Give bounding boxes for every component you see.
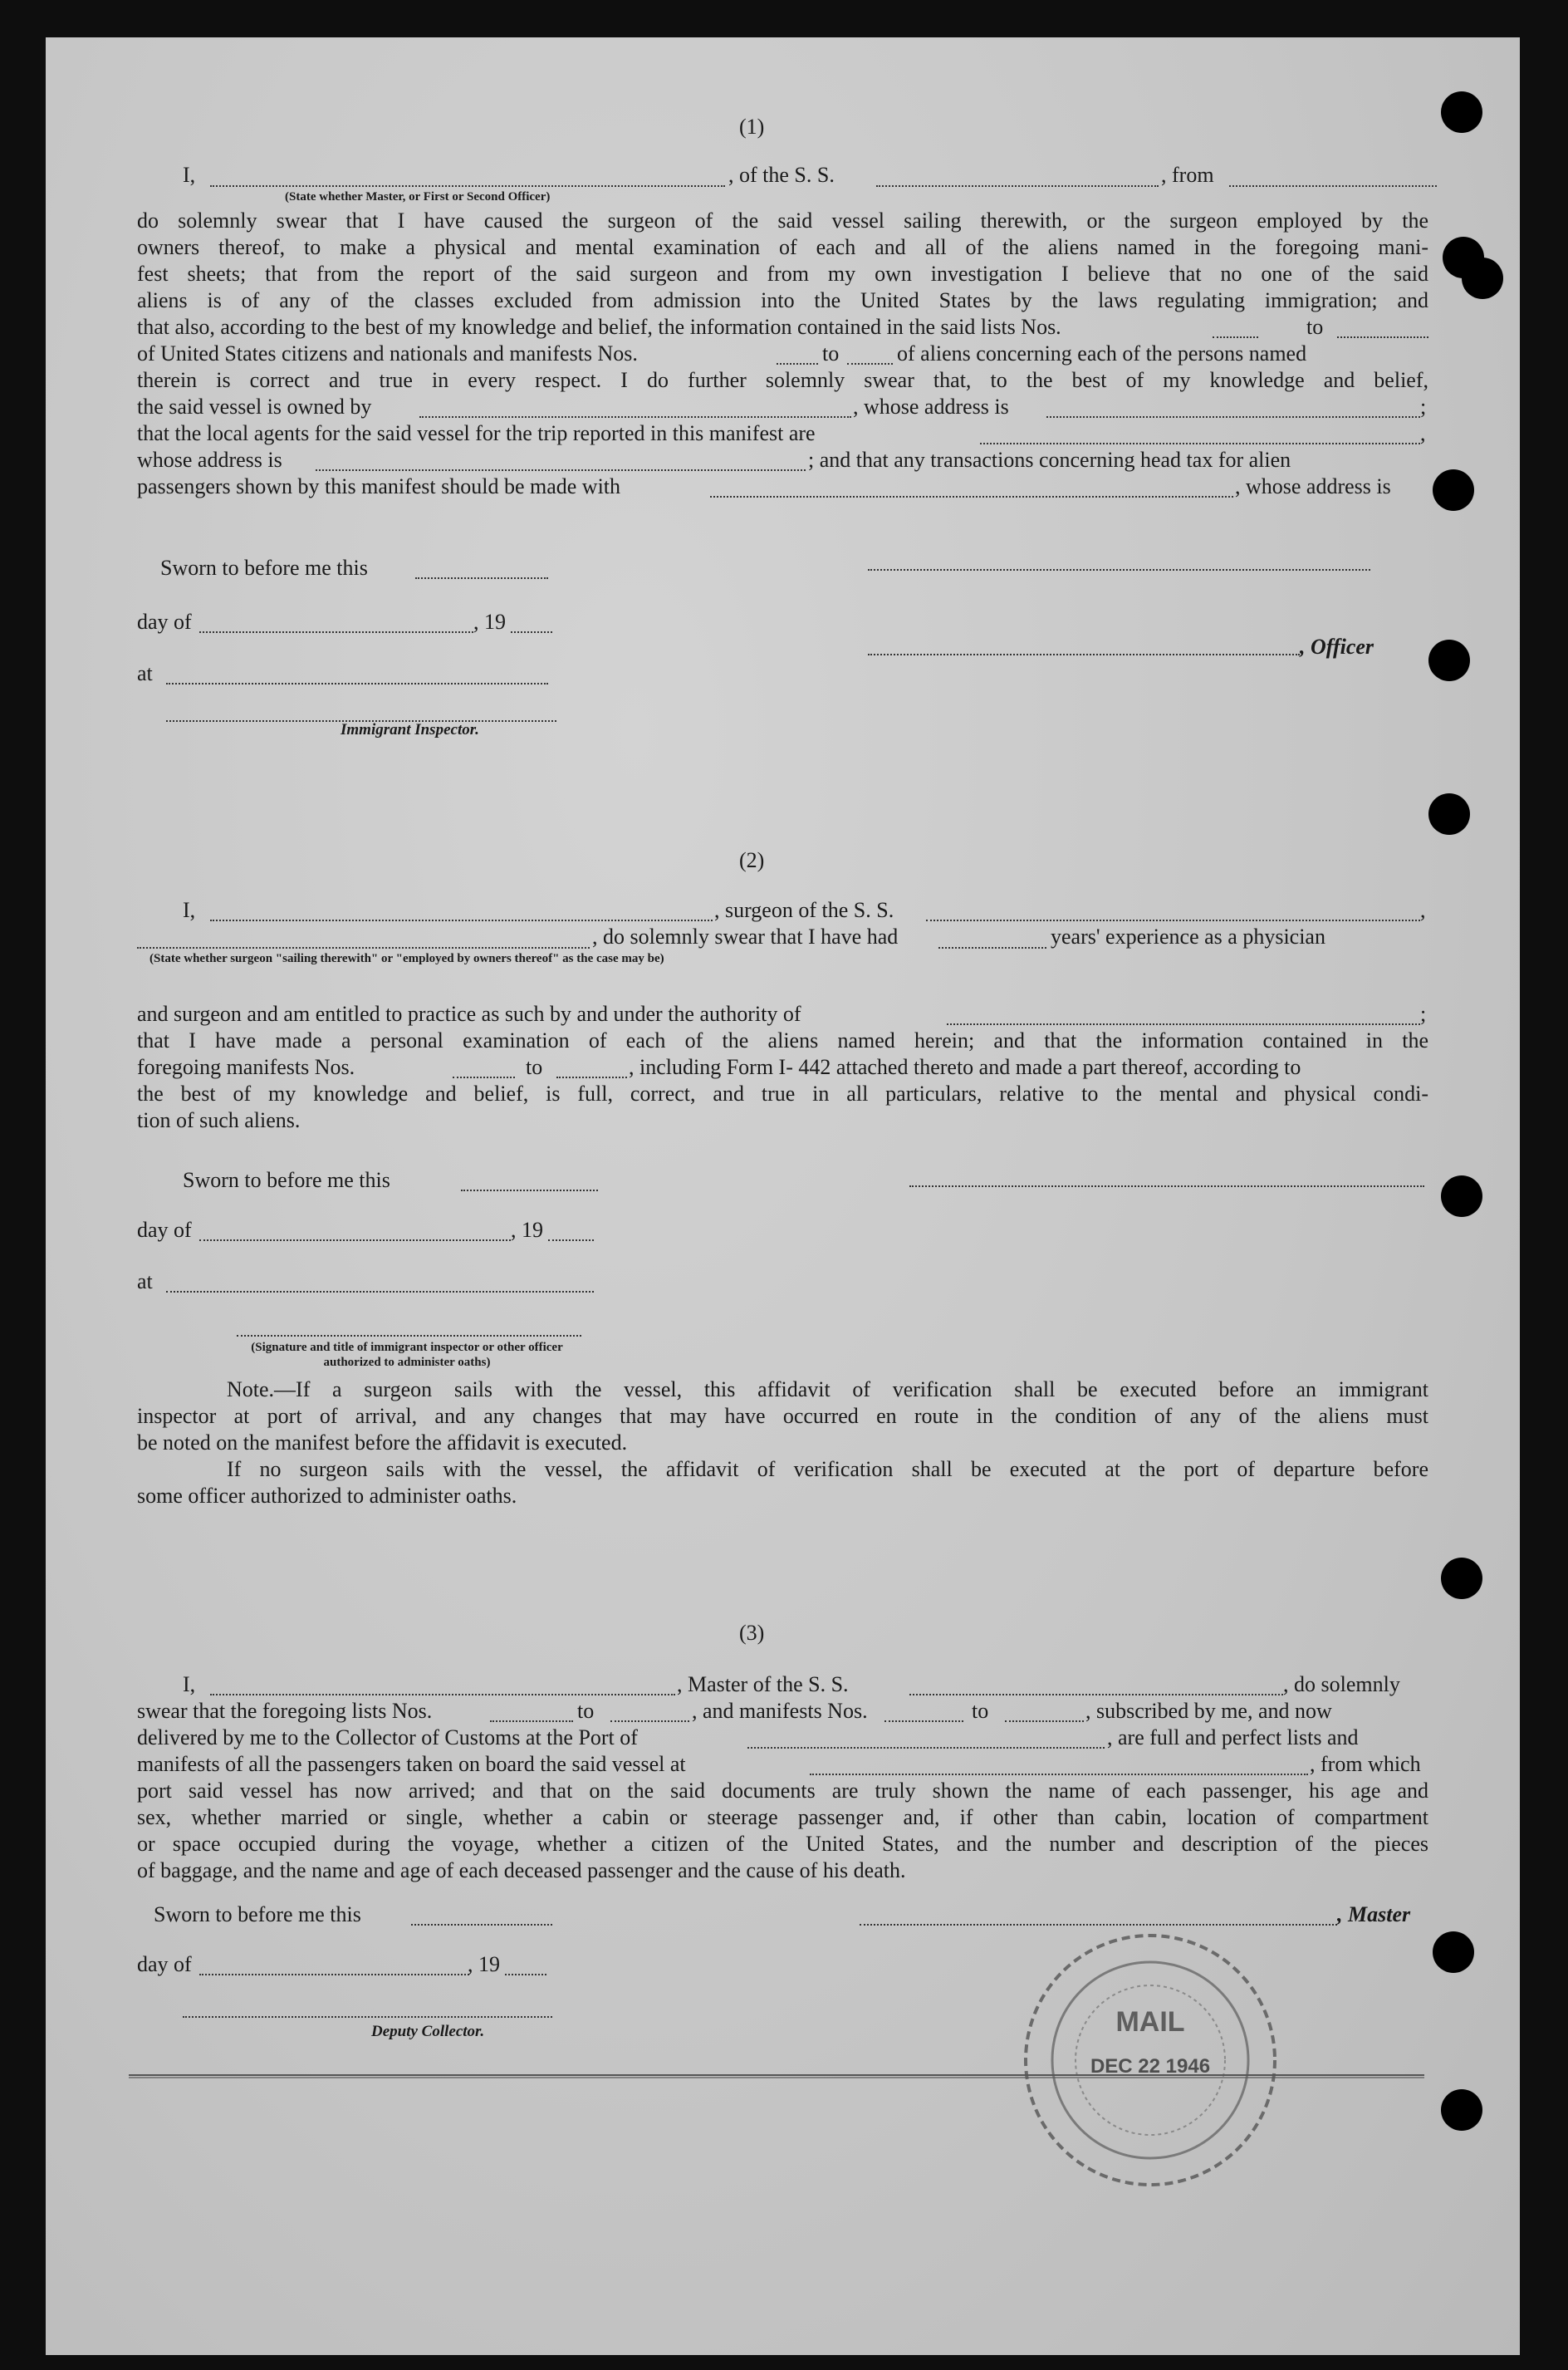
local-agents-blank [980, 443, 1420, 444]
oath-line: owners thereof, to make a physical and mental examination of each and all of the aliens named in the foregoing mani- [137, 235, 1428, 259]
at-blank [166, 683, 548, 685]
stamp-date-text: DEC 22 1946 [1090, 2055, 1211, 2078]
solemnly-label: , do solemnly swear that I have had [592, 925, 899, 949]
sworn-label: Sworn to before me this [160, 556, 368, 580]
sworn-label: Sworn to before me this [183, 1168, 390, 1192]
whose-address-label: , whose address is [1235, 474, 1391, 498]
to-label: to [526, 1055, 543, 1079]
to-label: to [577, 1699, 595, 1723]
master-line: or space occupied during the voyage, whether a citizen of the United States, and the number and description of the pieces [137, 1832, 1428, 1856]
surgeon-of-label: , surgeon of the S. S. [714, 898, 894, 922]
from-which-label: , from which [1310, 1752, 1421, 1776]
punch-hole [1441, 2089, 1482, 2131]
day-of-label: day of [137, 610, 192, 634]
authority-blank [947, 1023, 1420, 1025]
of-aliens-label: of aliens concerning each of the persons named [897, 341, 1307, 366]
deputy-signature-blank [183, 2016, 552, 2018]
head-tax-agent-blank [710, 496, 1233, 498]
signature-note [233, 1340, 581, 1370]
owned-by-label: the said vessel is owned by [137, 395, 372, 419]
year-blank [548, 1239, 594, 1241]
from-blank [1229, 185, 1437, 187]
do-solemnly-label: , do solemnly [1283, 1672, 1400, 1696]
subscribed-label: , subscribed by me, and now [1085, 1699, 1332, 1723]
agent-address-blank [316, 469, 806, 471]
master-line: of baggage, and the name and age of each deceased passenger and the cause of his death. [137, 1858, 906, 1882]
whose-address-label: , whose address is [853, 395, 1009, 419]
bottom-rule [129, 2074, 1424, 2076]
name-blank [210, 185, 725, 187]
officer-blank [868, 654, 1300, 655]
lists-from-blank [490, 1720, 573, 1722]
years-label: years' experience as a physician [1051, 925, 1325, 949]
deputy-collector-title: Deputy Collector. [371, 2023, 485, 2040]
master-label: , Master [1337, 1902, 1411, 1926]
manifests-to-blank [1005, 1720, 1084, 1722]
port-blank [747, 1747, 1105, 1749]
embark-port-blank [810, 1774, 1308, 1775]
punch-hole [1441, 1175, 1482, 1217]
manifest-page [46, 37, 1520, 2355]
day-blank [199, 1974, 469, 1975]
year-label: , 19 [468, 1952, 500, 1976]
at-blank [166, 1291, 594, 1293]
punch-hole [1433, 1931, 1474, 1973]
year-label: , 19 [473, 610, 506, 634]
oath-i: I, [183, 1672, 196, 1696]
signature-blank [868, 569, 1370, 571]
sworn-label: Sworn to before me this [154, 1902, 361, 1926]
surgeon-vessel-blank [926, 920, 1420, 921]
passengers-label: passengers shown by this manifest should be made with [137, 474, 621, 498]
officer-note: (State whether Master, or First or Second Officer) [285, 190, 551, 204]
punch-hole [1441, 91, 1482, 133]
full-perfect-label: , are full and perfect lists and [1107, 1725, 1359, 1749]
year-blank [505, 1974, 546, 1975]
sworn-blank [461, 1190, 598, 1191]
list-from-blank [1213, 336, 1258, 338]
surgeon-name-blank [210, 920, 713, 921]
semicolon: ; [1420, 395, 1427, 419]
comma: , [1420, 421, 1426, 445]
day-blank [199, 1239, 511, 1241]
surgeon-signature-blank [909, 1185, 1424, 1187]
section-number: (2) [739, 848, 765, 872]
note-line: If no surgeon sails with the vessel, the affidavit of verification shall be executed at the port of departure before [227, 1457, 1428, 1481]
foregoing-to-blank [556, 1077, 627, 1078]
list-to-blank [1337, 336, 1428, 338]
oath-line: fest sheets; that from the report of the said surgeon and from my own investigation I believe that no one of the said [137, 262, 1428, 286]
to-label: to [822, 341, 840, 366]
signature-note-text: (Signature and title of immigrant inspector or other officer authorized to administer oaths) [251, 1341, 563, 1369]
to-label: to [972, 1699, 989, 1723]
surgeon-line: that I have made a personal examination of each of the aliens named herein; and that the information contained in the [137, 1028, 1428, 1053]
sworn-blank [411, 1924, 552, 1926]
entitled-label: and surgeon and am entitled to practice as such by and under the authority of [137, 1002, 801, 1026]
including-label: , including Form I- 442 attached thereto and made a part thereof, according to [629, 1055, 1301, 1079]
stamp-mail-text: MAIL [1115, 2006, 1185, 2038]
oath-i: I, [183, 898, 196, 922]
oath-line: of United States citizens and nationals and manifests Nos. [137, 341, 638, 366]
section-number: (1) [739, 115, 765, 139]
whose-address-label: whose address is [137, 448, 282, 472]
year-blank [511, 631, 552, 633]
oath-i: I, [183, 163, 196, 187]
manifests-all-label: manifests of all the passengers taken on board the said vessel at [137, 1752, 686, 1776]
surgeon-note: (State whether surgeon "sailing therewith" or "employed by owners thereof" as the case may be) [149, 952, 664, 965]
surgeon-type-blank [137, 947, 590, 949]
oath-line: therein is correct and true in every respect. I do further solemnly swear that, to the best of my knowledge and belief, [137, 368, 1428, 392]
delivered-label: delivered by me to the Collector of Customs at the Port of [137, 1725, 638, 1749]
surgeon-line: the best of my knowledge and belief, is full, correct, and true in all particulars, relative to the mental and physical condi- [137, 1082, 1428, 1106]
manifests-from-blank [884, 1720, 963, 1722]
year-label: , 19 [511, 1218, 543, 1242]
day-of-label: day of [137, 1952, 192, 1976]
sworn-blank [415, 577, 548, 579]
surgeon-line: tion of such aliens. [137, 1108, 301, 1132]
at-label: at [137, 661, 153, 685]
semicolon: ; [1420, 1002, 1427, 1026]
note-line: Note.—If a surgeon sails with the vessel, this affidavit of verification shall be executed before an immigrant [227, 1377, 1428, 1401]
note-line: some officer authorized to administer oaths. [137, 1484, 517, 1508]
foregoing-label: foregoing manifests Nos. [137, 1055, 355, 1079]
master-of-label: , Master of the S. S. [677, 1672, 849, 1696]
of-ss-label: , of the S. S. [728, 163, 835, 187]
officer-label: , Officer [1300, 635, 1374, 659]
years-blank [938, 947, 1046, 949]
oath-line: that also, according to the best of my knowledge and belief, the information contained in the said lists Nos. [137, 315, 1061, 339]
punch-hole [1441, 1558, 1482, 1599]
foregoing-from-blank [453, 1077, 515, 1078]
inspector-signature-blank [237, 1335, 581, 1337]
day-blank [199, 631, 473, 633]
swear-label: swear that the foregoing lists Nos. [137, 1699, 433, 1723]
owner-blank [419, 416, 851, 418]
master-name-blank [210, 1694, 675, 1695]
section-number: (3) [739, 1621, 765, 1645]
manifests-label: , and manifests Nos. [692, 1699, 868, 1723]
oath-line: aliens is of any of the classes excluded from admission into the United States by the laws regulating immigration; and [137, 288, 1428, 312]
master-line: port said vessel has now arrived; and that on the said documents are truly shown the name of each passenger, his age and [137, 1779, 1428, 1803]
at-label: at [137, 1269, 153, 1293]
punch-hole [1428, 640, 1470, 681]
punch-hole [1428, 793, 1470, 835]
note-line: inspector at port of arrival, and any changes that may have occurred en route in the condition of any of the aliens must [137, 1404, 1428, 1428]
bottom-rule [129, 2077, 1424, 2078]
head-tax-label: ; and that any transactions concerning head tax for alien [808, 448, 1291, 472]
inspector-title: Immigrant Inspector. [341, 721, 479, 738]
manifest-to-blank [847, 363, 893, 365]
note-line: be noted on the manifest before the affidavit is executed. [137, 1430, 628, 1455]
lists-to-blank [610, 1720, 689, 1722]
comma: , [1420, 898, 1426, 922]
from-label: , from [1161, 163, 1214, 187]
vessel-blank [876, 185, 1159, 187]
master-line: sex, whether married or single, whether a cabin or steerage passenger and, if other than cabin, location of compartment [137, 1805, 1428, 1829]
mail-date-stamp [1013, 1923, 1287, 2197]
to-label: to [1306, 315, 1324, 339]
manifest-from-blank [777, 363, 818, 365]
oath-line: do solemnly swear that I have caused the surgeon of the said vessel sailing therewith, or the surgeon employed by the [137, 209, 1428, 233]
owner-address-blank [1046, 416, 1420, 418]
punch-hole [1462, 258, 1503, 299]
local-agents-label: that the local agents for the said vessel for the trip reported in this manifest are [137, 421, 816, 445]
punch-hole [1433, 469, 1474, 511]
master-vessel-blank [909, 1694, 1283, 1695]
day-of-label: day of [137, 1218, 192, 1242]
